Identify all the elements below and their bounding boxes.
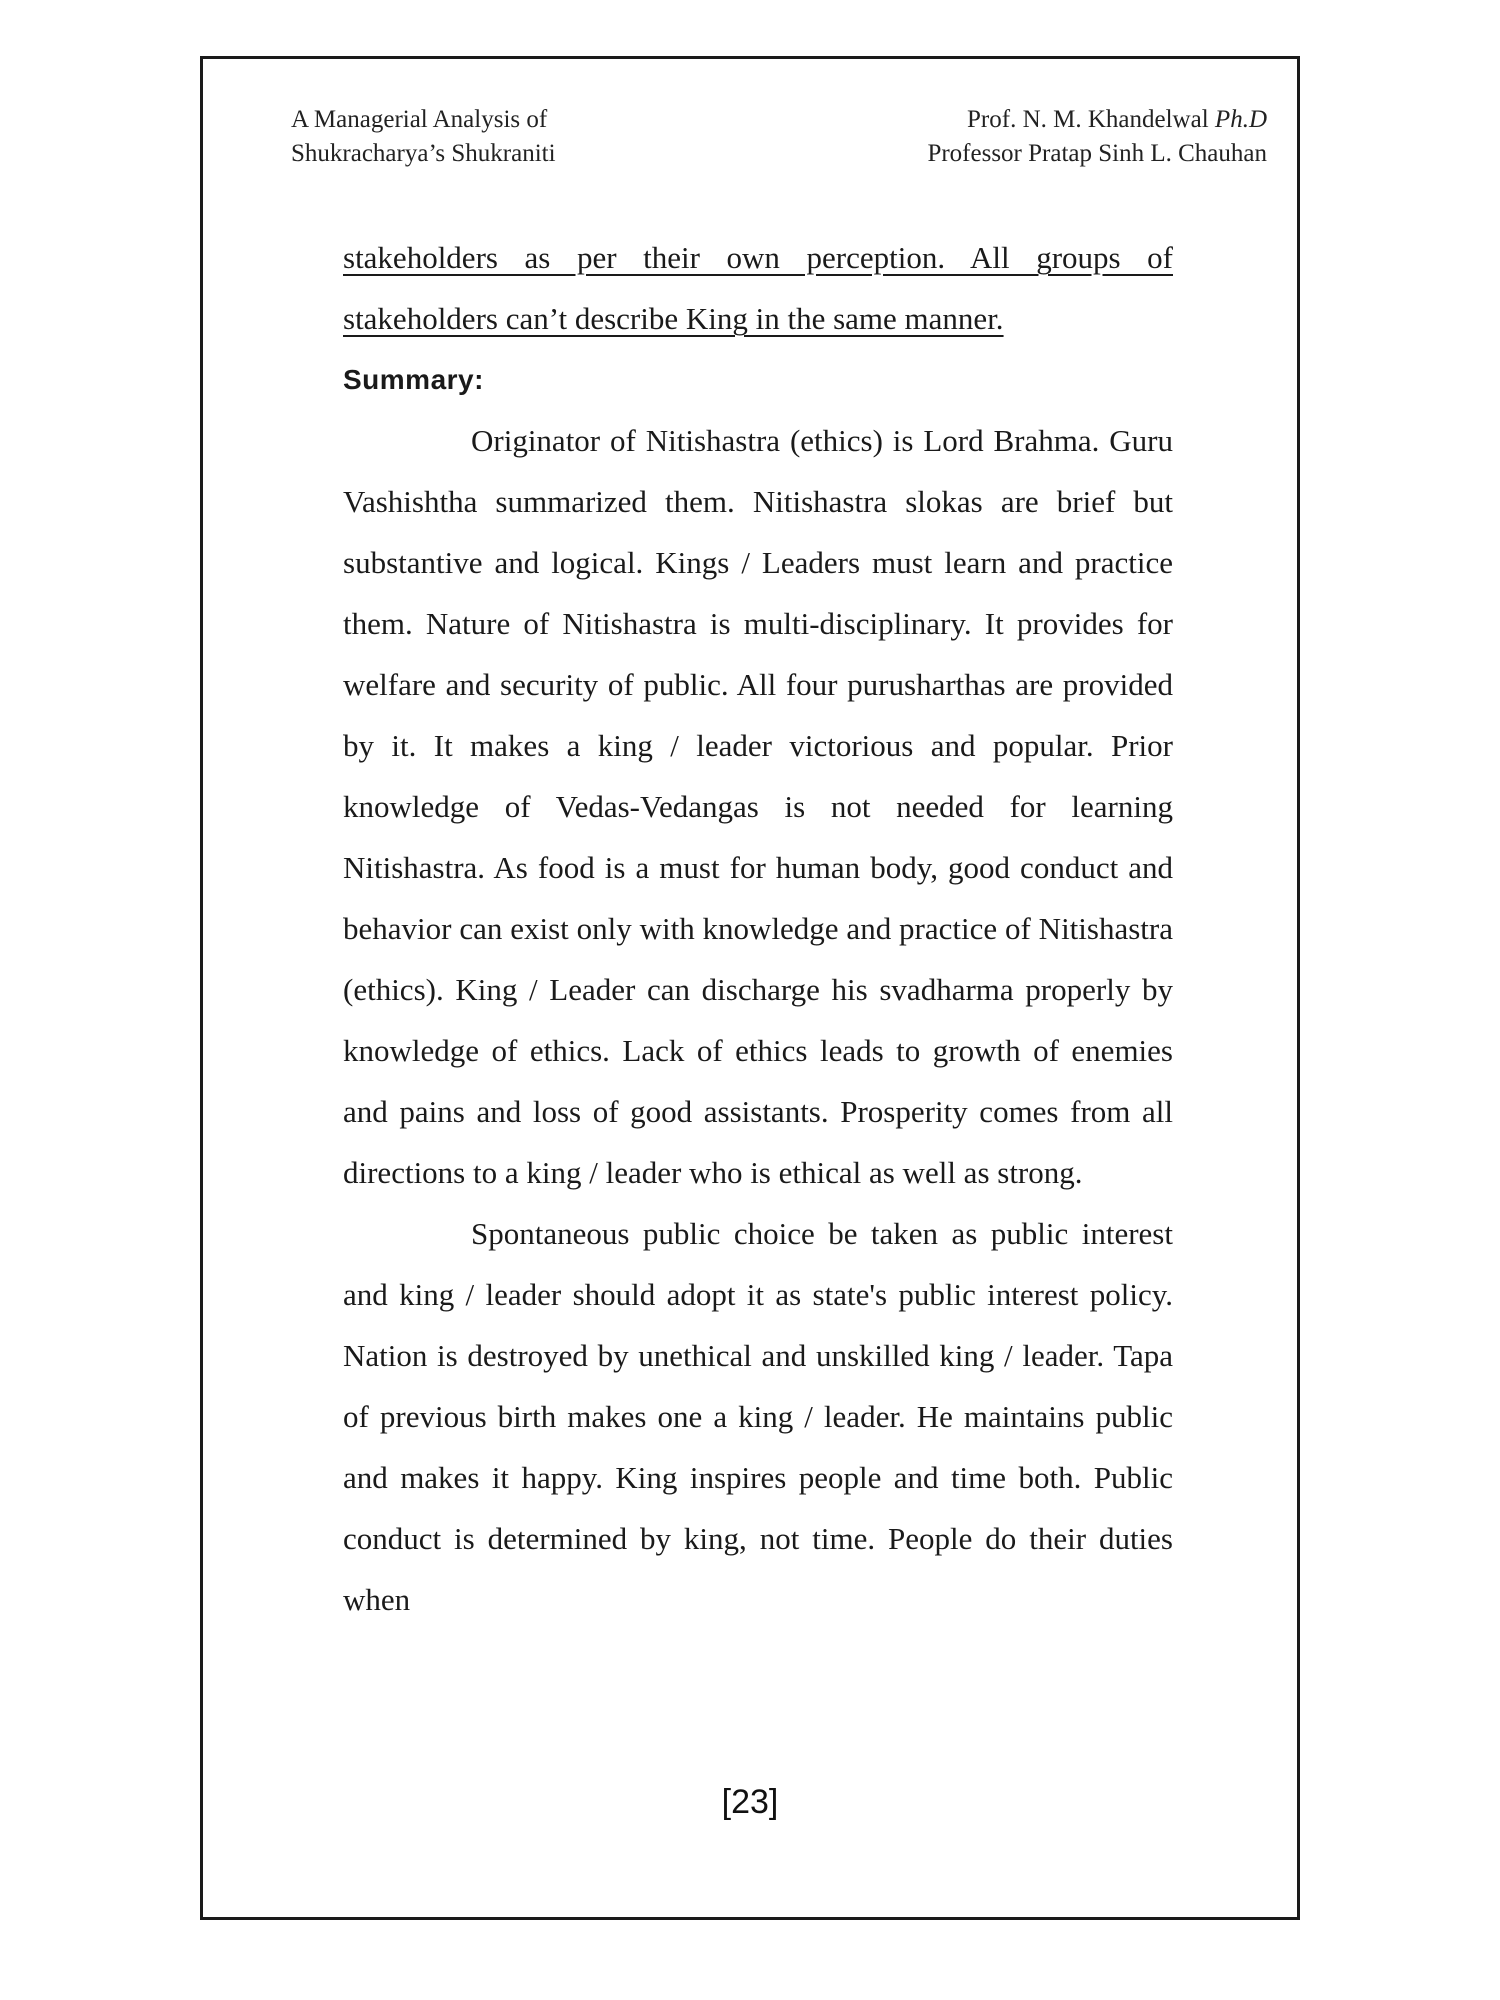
header-author-1-name: Prof. N. M. Khandelwal [967, 106, 1215, 133]
header-author-2: Professor Pratap Sinh L. Chauhan [927, 140, 1267, 167]
summary-heading: Summary: [343, 364, 484, 395]
header-author-1 [927, 103, 1267, 137]
page-frame [200, 56, 1300, 1920]
header-author-1-degree: Ph.D [1214, 106, 1267, 133]
header-authors [927, 103, 1267, 171]
page-number: [23] [721, 1783, 779, 1821]
header-title-line-2: Shukracharya’s Shukraniti [291, 140, 556, 167]
header-book-title [291, 103, 556, 171]
summary-paragraph-1: Originator of Nitishastra (ethics) is Lord Brahma. Guru Vashishtha summarized them. Nitishastra slokas are brief but substantive and logical. Kings / Leaders must learn and practice them. Nature of Nitishastra is multi-disciplinary. It provides for welfare and security of public. All four purusharthas are provided by it. It makes a king / leader victorious and popular. Prior knowledge of Vedas-Vedangas is not needed for learning Nitishastra. As food is a must for human body, good conduct and behavior can exist only with knowledge and practice of Nitishastra (ethics). King / Leader can discharge his svadharma properly by knowledge of ethics. Lack of ethics leads to growth of enemies and pains and loss of good assistants. Prosperity comes from all directions to a king / leader who is ethical as well as strong. [343, 423, 1173, 1190]
body-text [343, 227, 1173, 1630]
header-title-line-1: A Managerial Analysis of [291, 106, 548, 133]
continued-paragraph: stakeholders as per their own perception. All groups of stakeholders can’t describe King in the same manner. [343, 240, 1173, 336]
summary-paragraph-2: Spontaneous public choice be taken as public interest and king / leader should adopt it as state's public interest policy. Nation is destroyed by unethical and unskilled king / leader. Tapa of previous birth makes one a king / leader. He maintains public and makes it happy. King inspires people and time both. Public conduct is determined by king, not time. People do their duties when [343, 1216, 1173, 1617]
